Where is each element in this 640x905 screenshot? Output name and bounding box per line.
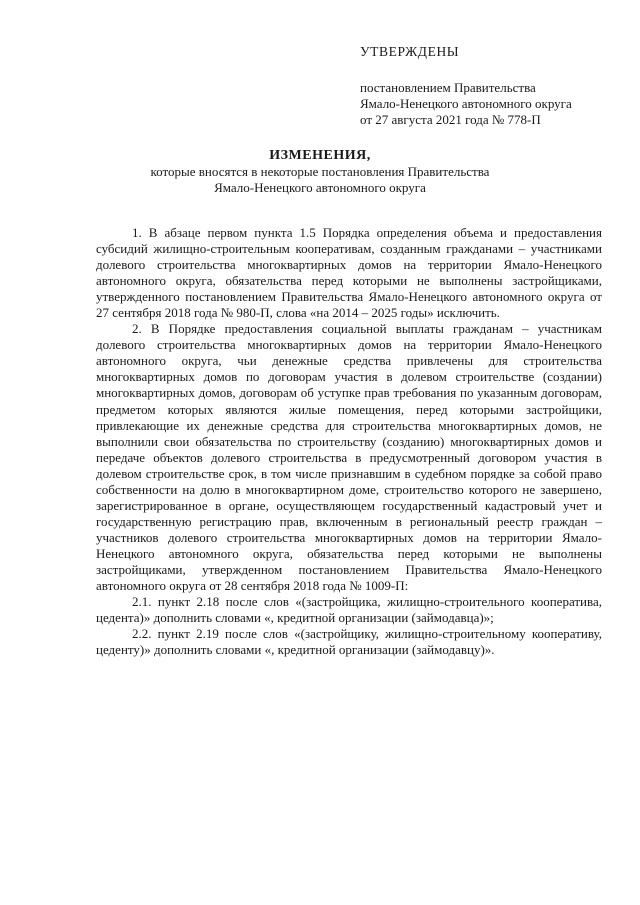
paragraph-2: 2. В Порядке предоставления социальной выплаты гражданам – участникам долевого строительства многоквартирных домов на территории Ямало-Ненецкого автономного округа, чьи денежные средства привлечены для строительства многоквартирных домов по договорам участия в долевом строительстве (создании) многоквартирных домов, договорам об уступке прав требования по указанным договорам, предметом которых являются жилые помещения, перед которыми застройщики, привлекающие их денежные средства для строительства многоквартирных домов, не выполнили свои обязательства по строительству (созданию) многоквартирных домов и передаче объектов долевого строительства в предусмотренный договором участия в долевом строительстве срок, в том числе признавшим в судебном порядке за собой право собственности на долю в многоквартирном доме, строительство которого не завершено, зарегистрированное в органе, осуществляющем государственный кадастровый учет и государственную регистрацию прав, включенным в региональный реестр граждан – участников долевого строительства многоквартирных домов на территории Ямало-Ненецкого автономного округа, обязательства перед которыми не выполнены застройщиками, утвержденном постановлением Правительства Ямало-Ненецкого автономного округа от 28 сентября 2018 года № 1009-П: — [96, 321, 602, 594]
approval-line: от 27 августа 2021 года № 778-П — [360, 112, 541, 127]
document-subtitle-line: которые вносятся в некоторые постановления Правительства — [150, 164, 490, 179]
document-subtitle-line: Ямало-Ненецкого автономного округа — [214, 180, 426, 195]
document-body — [96, 225, 602, 658]
document-title-block — [95, 148, 545, 196]
approval-block — [360, 44, 620, 128]
approval-line: постановлением Правительства — [360, 80, 536, 95]
approval-line: Ямало-Ненецкого автономного округа — [360, 96, 572, 111]
paragraph-1: 1. В абзаце первом пункта 1.5 Порядка определения объема и предоставления субсидий жилищно-строительным кооперативам, созданным гражданами – участниками долевого строительства многоквартирных домов на территории Ямало-Ненецкого автономного округа, обязательства перед которыми не выполнены застройщиками, утвержденного постановлением Правительства Ямало-Ненецкого автономного округа от 27 сентября 2018 года № 980-П, слова «на 2014 – 2025 годы» исключить. — [96, 225, 602, 321]
paragraph-2-2: 2.2. пункт 2.19 после слов «(застройщику, жилищно-строительному кооперативу, цеденту)» дополнить словами «, кредитной организации (займодавцу)». — [96, 626, 602, 658]
paragraph-2-1: 2.1. пункт 2.18 после слов «(застройщика, жилищно-строительного кооператива, цедента)» дополнить словами «, кредитной организации (займодавца)»; — [96, 594, 602, 626]
approval-heading: УТВЕРЖДЕНЫ — [360, 44, 460, 59]
document-title: ИЗМЕНЕНИЯ, — [269, 148, 371, 163]
